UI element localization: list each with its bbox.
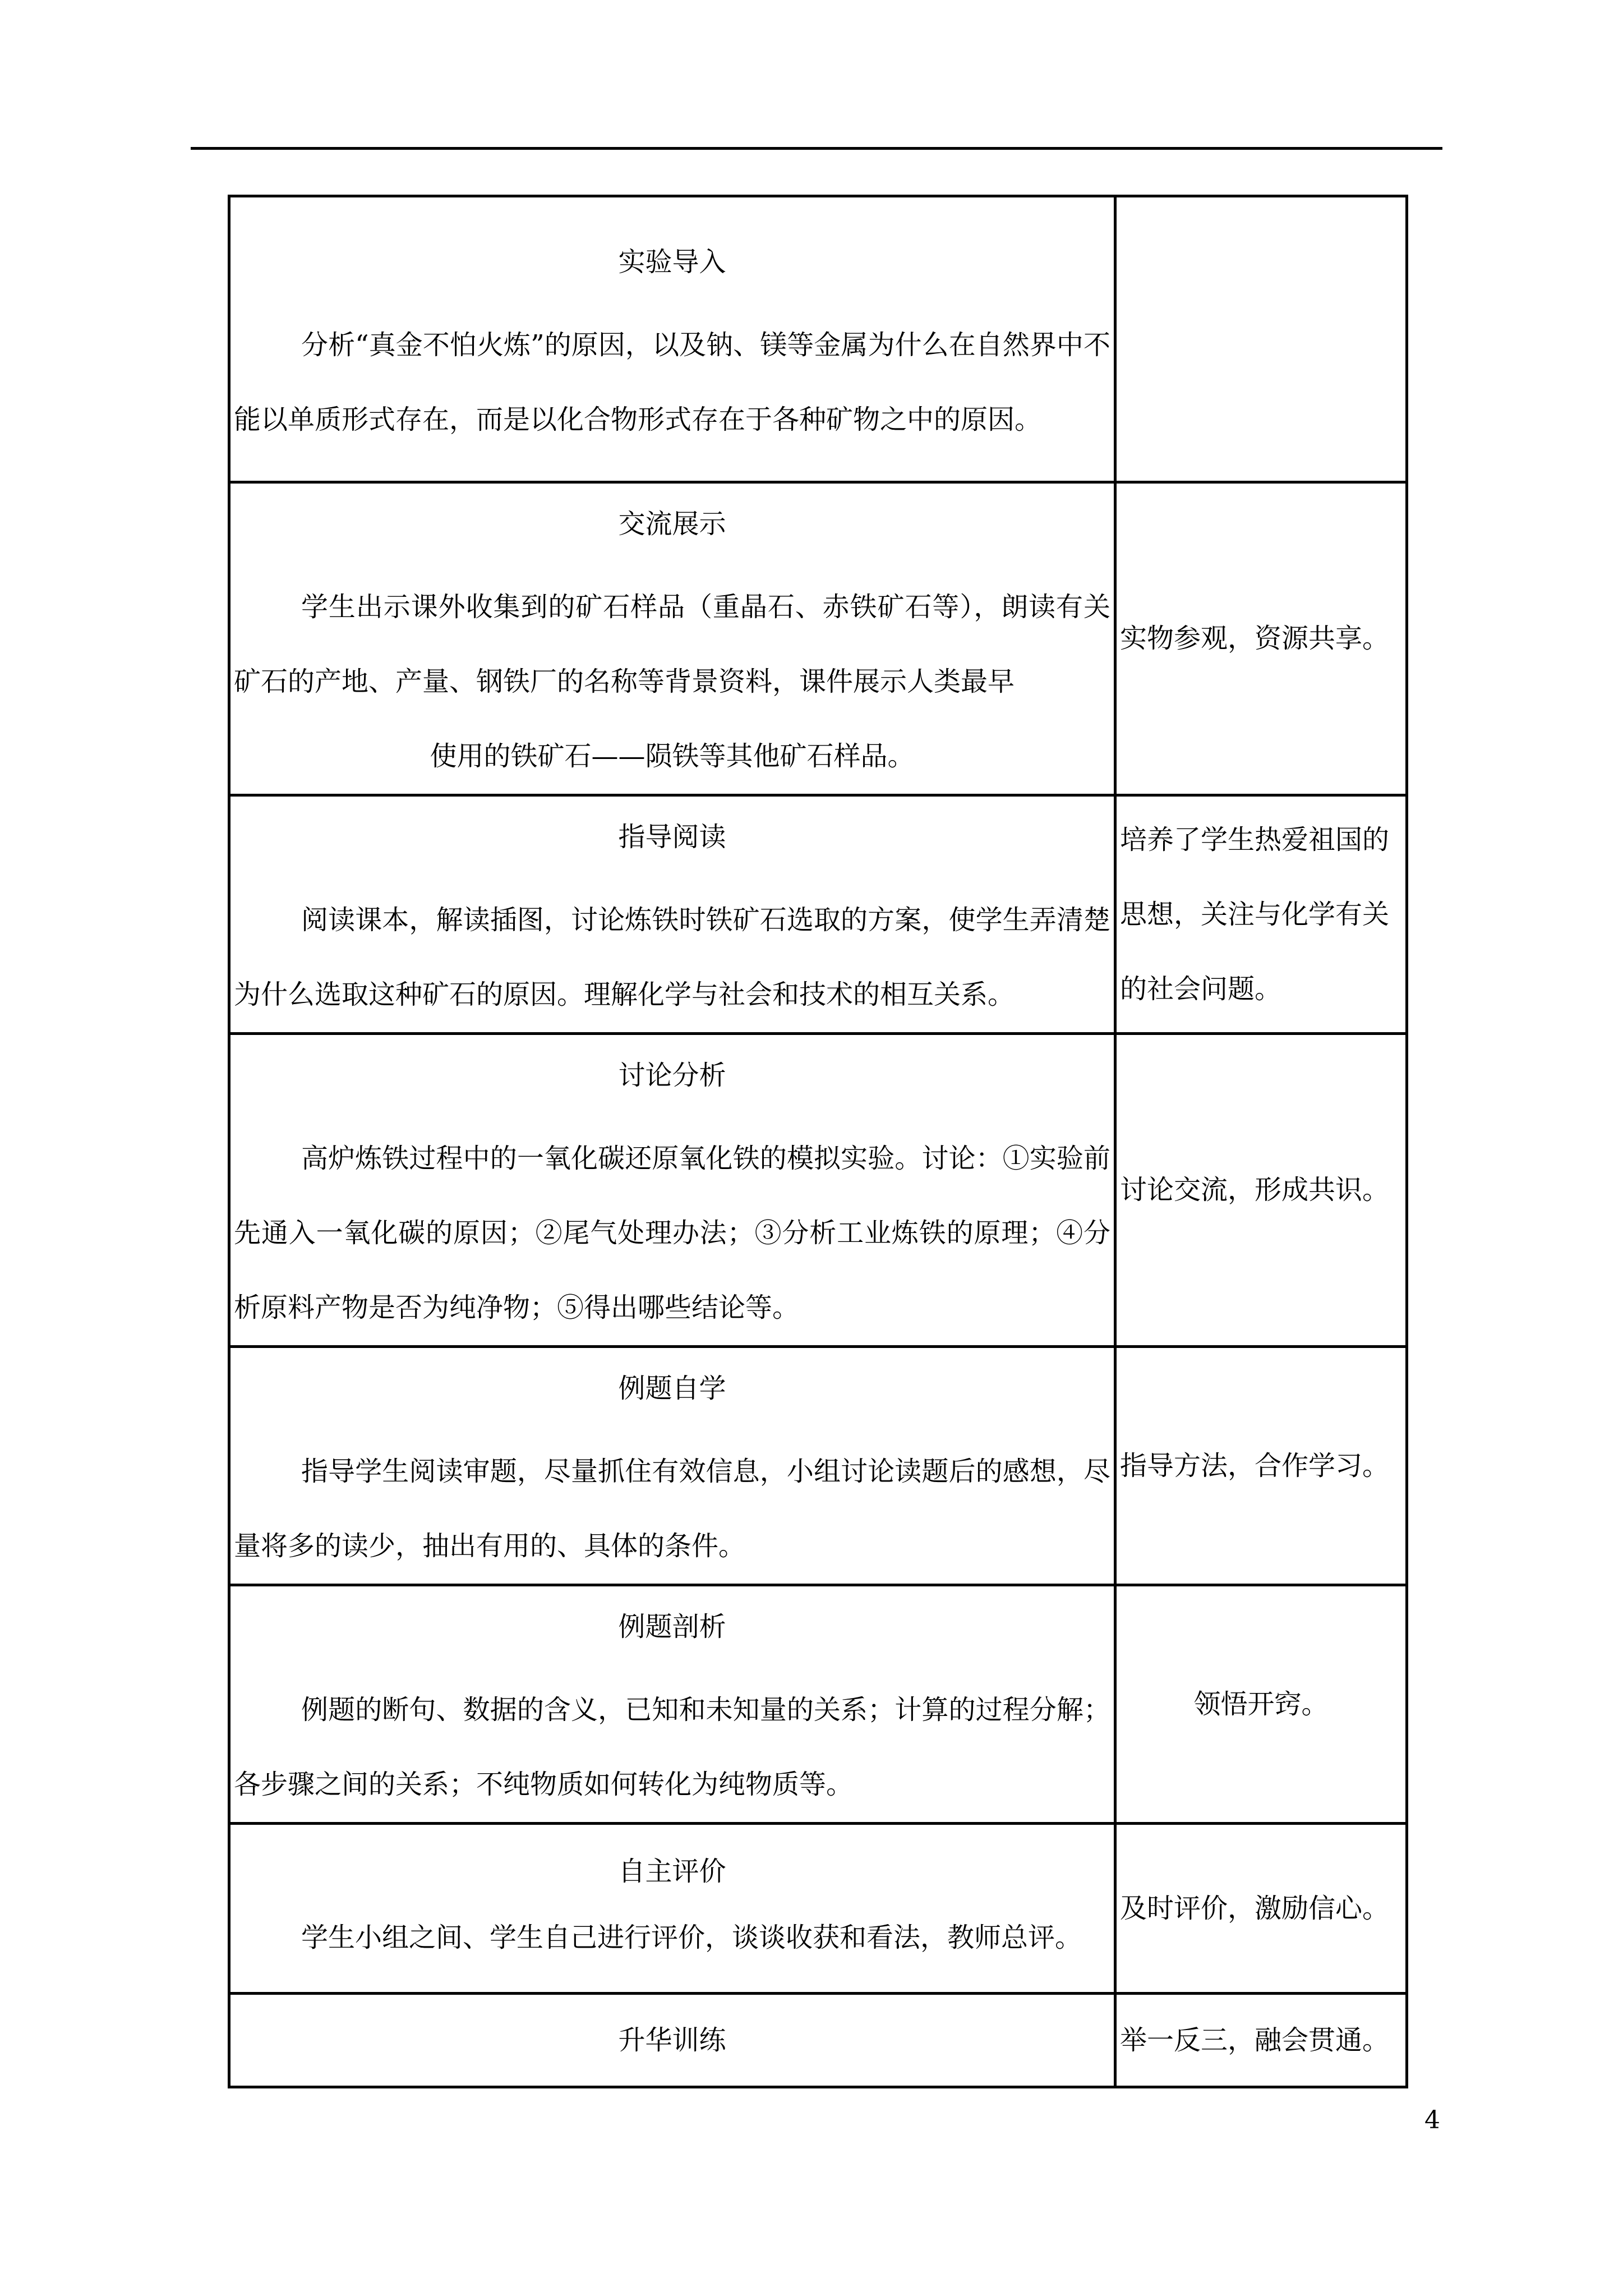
lesson-table (228, 195, 1408, 2088)
table-row (229, 1347, 1407, 1585)
note-cell (1115, 1034, 1407, 1347)
row-text: 学生出示课外收集到的矿石样品（重晶石、赤铁矿石等），朗读有关矿石的产地、产量、钢铁厂的名称等背景资料，课件展示人类最早 (234, 591, 1110, 697)
table-row (229, 1824, 1407, 1994)
activity-cell (229, 1994, 1115, 2087)
row-text: 使用的铁矿石——陨铁等其他矿石样品。 (430, 740, 915, 772)
row-text: 分析“真金不怕火炼”的原因，以及钠、镁等金属为什么在自然界中不能以单质形式存在，而是以化合物形式存在于各种矿物之中的原因。 (234, 329, 1110, 435)
page-number: 4 (1424, 2106, 1440, 2134)
note-cell (1115, 795, 1407, 1034)
activity-cell (229, 1034, 1115, 1347)
row-title: 指导阅读 (618, 821, 726, 853)
note-cell (1115, 1824, 1407, 1994)
header-rule (191, 147, 1442, 150)
row-note: 实物参观，资源共享。 (1120, 623, 1390, 654)
table-row (229, 482, 1407, 795)
activity-cell (229, 795, 1115, 1034)
activity-cell (229, 1585, 1115, 1824)
row-title: 升华训练 (618, 2024, 726, 2056)
note-cell (1115, 1347, 1407, 1585)
row-text: 学生小组之间、学生自己进行评价，谈谈收获和看法，教师总评。 (301, 1921, 1082, 1953)
note-cell (1115, 1585, 1407, 1824)
activity-cell (229, 1347, 1115, 1585)
row-text: 例题的断句、数据的含义，已知和未知量的关系；计算的过程分解；各步骤之间的关系；不纯物质如何转化为纯物质等。 (234, 1694, 1110, 1800)
row-title: 自主评价 (618, 1855, 726, 1887)
row-text: 高炉炼铁过程中的一氧化碳还原氧化铁的模拟实验。讨论：①实验前先通入一氧化碳的原因；②尾气处理办法；③分析工业炼铁的原理；④分析原料产物是否为纯净物；⑤得出哪些结论等。 (234, 1143, 1110, 1323)
table-row (229, 795, 1407, 1034)
row-text: 阅读课本，解读插图，讨论炼铁时铁矿石选取的方案，使学生弄清楚为什么选取这种矿石的原因。理解化学与社会和技术的相互关系。 (234, 904, 1110, 1010)
activity-cell (229, 1824, 1115, 1994)
row-note: 举一反三，融会贯通。 (1120, 2024, 1390, 2056)
row-note: 领悟开窍。 (1193, 1688, 1329, 1720)
table-row (229, 196, 1407, 482)
row-text: 指导学生阅读审题，尽量抓住有效信息，小组讨论读题后的感想，尽量将多的读少，抽出有用的、具体的条件。 (234, 1456, 1110, 1562)
row-title: 交流展示 (618, 508, 726, 540)
table-row (229, 1034, 1407, 1347)
row-title: 例题剖析 (618, 1611, 726, 1642)
row-title: 实验导入 (618, 246, 726, 278)
activity-cell (229, 196, 1115, 482)
table-row (229, 1585, 1407, 1824)
table-row (229, 1994, 1407, 2087)
row-note: 及时评价，激励信心。 (1120, 1892, 1390, 1924)
note-cell (1115, 1994, 1407, 2087)
row-title: 讨论分析 (618, 1060, 726, 1091)
row-title: 例题自学 (618, 1373, 726, 1404)
row-note: 讨论交流，形成共识。 (1120, 1174, 1390, 1205)
row-note: 培养了学生热爱祖国的思想，关注与化学有关的社会问题。 (1120, 823, 1390, 1005)
note-cell (1115, 196, 1407, 482)
note-cell (1115, 482, 1407, 795)
row-note: 指导方法，合作学习。 (1120, 1450, 1390, 1481)
activity-cell (229, 482, 1115, 795)
